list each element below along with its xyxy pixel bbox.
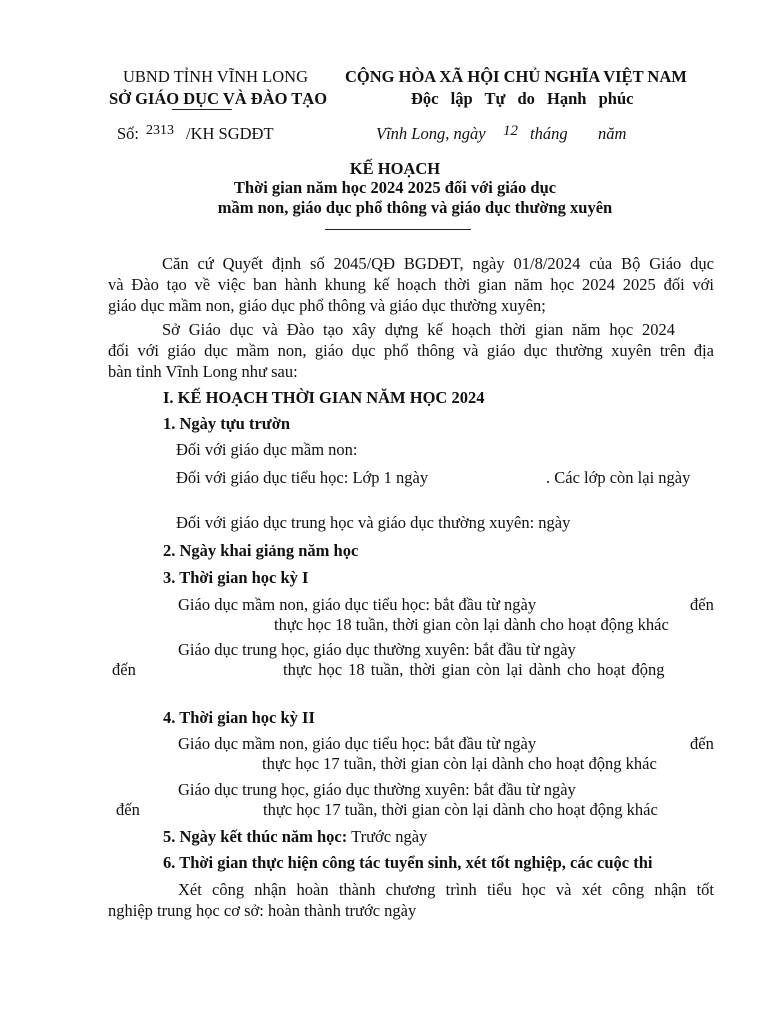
item-6-heading: 6. Thời gian thực hiện công tác tuyển sinh, xét tốt nghiệp, các cuộc thi xyxy=(163,853,653,872)
item-4-b-start: đến xyxy=(116,800,140,819)
item-4-heading: 4. Thời gian học kỳ II xyxy=(163,708,315,727)
item-1-heading: 1. Ngày tựu trườn xyxy=(163,414,291,433)
date-place: Vĩnh Long, ngày xyxy=(376,124,486,143)
item-1-line-3: Đối với giáo dục trung học và giáo dục thường xuyên: ngày xyxy=(176,513,571,532)
intro-line: và Đào tạo về việc ban hành khung kế hoạch thời gian năm học 2024 2025 đối với xyxy=(108,275,714,294)
title-underline xyxy=(325,229,471,230)
item-3-heading: 3. Thời gian học kỳ I xyxy=(163,568,309,587)
intro-line: Sở Giáo dục và Đào tạo xây dựng kế hoạch thời gian năm học 2024 xyxy=(162,320,675,339)
item-1-line-2a: Đối với giáo dục tiểu học: Lớp 1 ngày xyxy=(176,468,429,487)
doc-number: 2313 xyxy=(146,123,174,138)
section-heading: I. KẾ HOẠCH THỜI GIAN NĂM HỌC 2024 xyxy=(163,388,485,407)
item-1-line-2b: . Các lớp còn lại ngày xyxy=(546,468,691,487)
date-day: 12 xyxy=(503,123,518,139)
doc-subtitle-1: Thời gian năm học 2024 2025 đối với giáo dục xyxy=(233,178,557,197)
intro-line: Căn cứ Quyết định số 2045/QĐ BGDĐT, ngày 01/8/2024 của Bộ Giáo dục xyxy=(162,254,714,273)
intro-paragraph-1 xyxy=(108,256,714,319)
item-4-b-line-2: thực học 17 tuần, thời gian còn lại dành cho hoạt động khác xyxy=(263,800,658,819)
item-6-line: Xét công nhận hoàn thành chương trình tiểu học và xét công nhận tốt xyxy=(178,880,714,899)
department-underline xyxy=(172,109,232,110)
item-4-a-end: đến xyxy=(690,734,714,753)
item-3-a-line-2: thực học 18 tuần, thời gian còn lại dành cho hoạt động khác xyxy=(274,615,669,634)
department-name: SỞ GIÁO DỤC VÀ ĐÀO TẠO xyxy=(109,89,328,108)
item-1-line-1: Đối với giáo dục mầm non: xyxy=(176,440,358,459)
item-5-heading: 5. Ngày kết thúc năm học: xyxy=(163,827,348,846)
agency-name: UBND TỈNH VĨNH LONG xyxy=(123,67,309,86)
item-4-b-line-1: Giáo dục trung học, giáo dục thường xuyên: bắt đầu từ ngày xyxy=(178,780,576,799)
date-year: năm xyxy=(598,124,627,143)
item-6-line: nghiệp trung học cơ sở: hoàn thành trước ngày xyxy=(108,901,417,920)
doc-title: KẾ HOẠCH xyxy=(349,159,441,178)
national-motto: Độc lập Tự do Hạnh phúc xyxy=(411,89,634,108)
intro-line: đối với giáo dục mầm non, giáo dục phổ thông và giáo dục thường xuyên trên địa xyxy=(108,341,714,360)
item-5 xyxy=(163,829,427,846)
national-title: CỘNG HÒA XÃ HỘI CHỦ NGHĨA VIỆT NAM xyxy=(345,67,687,86)
item-4-a-line-1: Giáo dục mầm non, giáo dục tiểu học: bắt đầu từ ngày xyxy=(178,734,537,753)
doc-number-suffix: /KH SGDĐT xyxy=(186,124,274,143)
item-3-b-start: đến xyxy=(112,660,136,679)
doc-subtitle-2: mầm non, giáo dục phổ thông và giáo dục thường xuyên xyxy=(217,198,613,217)
item-2-heading: 2. Ngày khai giảng năm học xyxy=(163,541,359,560)
intro-line: bàn tỉnh Vĩnh Long như sau: xyxy=(108,362,298,381)
item-3-b-line-2: thực học 18 tuần, thời gian còn lại dành cho hoạt động xyxy=(283,660,665,679)
item-4-a-line-2: thực học 17 tuần, thời gian còn lại dành cho hoạt động khác xyxy=(262,754,657,773)
doc-number-label: Số: xyxy=(117,124,140,143)
date-month: tháng xyxy=(530,124,568,143)
item-3-a-line-1: Giáo dục mầm non, giáo dục tiểu học: bắt đầu từ ngày xyxy=(178,595,537,614)
item-3-b-line-1: Giáo dục trung học, giáo dục thường xuyên: bắt đầu từ ngày xyxy=(178,640,576,659)
intro-line: giáo dục mầm non, giáo dục phổ thông và giáo dục thường xuyên; xyxy=(108,296,546,315)
item-3-a-end: đến xyxy=(690,595,714,614)
item-6-paragraph xyxy=(108,882,714,924)
item-5-text: Trước ngày xyxy=(351,827,428,846)
intro-paragraph-2 xyxy=(108,322,714,385)
